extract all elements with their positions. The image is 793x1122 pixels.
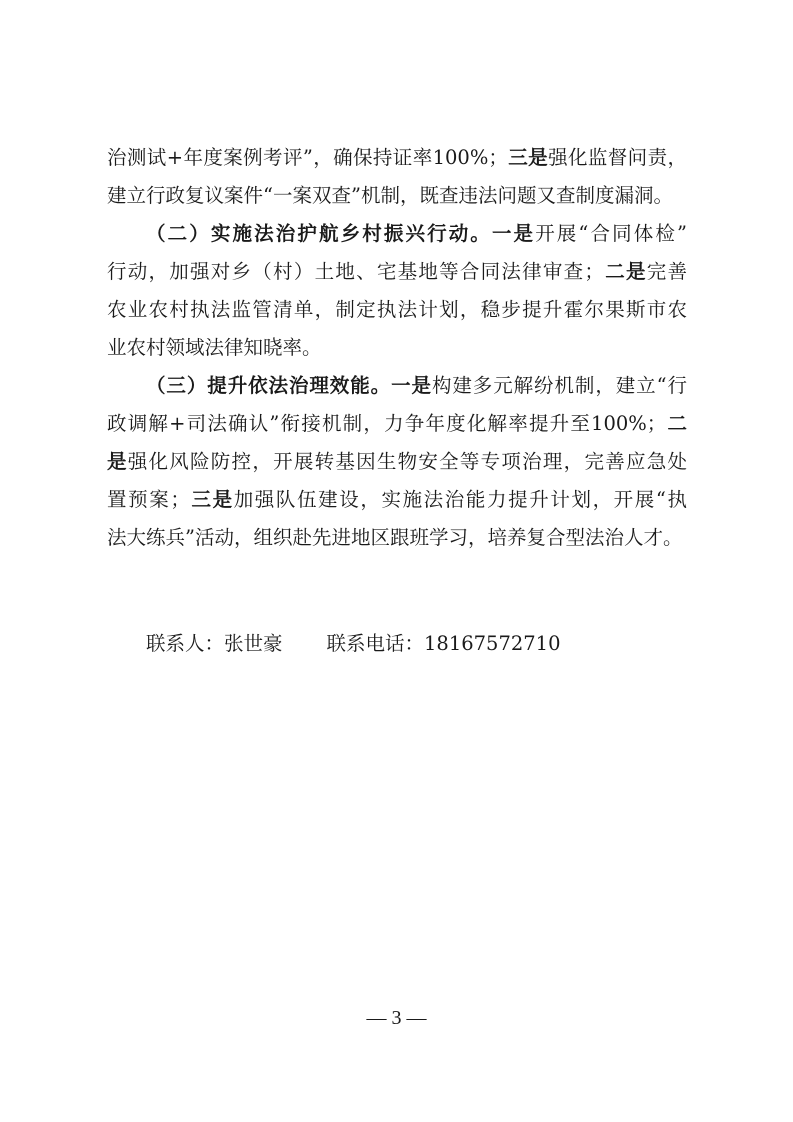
text-run: 法大练兵”活动，组织赴先进地区跟班学习，培养复合型法治人才。 [107, 526, 683, 549]
bold-marker: 一是 [491, 222, 536, 245]
section-heading: （二）实施法治护航乡村振兴行动。 [146, 222, 492, 245]
paragraph-3-line-3 [107, 446, 687, 478]
text-run: 农业农村执法监管清单，制定执法计划，稳步提升霍尔果斯市农 [107, 298, 687, 321]
paragraph-2-line-2 [107, 256, 687, 288]
paragraph-1-line-2 [107, 180, 687, 212]
paragraph-3-line-5 [107, 522, 687, 554]
text-run: 完善 [646, 260, 687, 283]
paragraph-3-line-2 [107, 408, 687, 440]
paragraph-2-line-3 [107, 294, 687, 326]
paragraph-3-line-4 [107, 484, 687, 516]
text-run: 开展“合同体检” [535, 222, 687, 245]
paragraph-3-line-1 [146, 370, 687, 402]
bold-marker: 一是 [391, 374, 432, 397]
contact-line [146, 628, 561, 660]
text-run: 建立行政复议案件“一案双查”机制，既查违法问题又查制度漏洞。 [107, 184, 673, 207]
bold-marker: 是 [107, 450, 128, 473]
page-number: — 3 — [366, 1007, 427, 1029]
paragraph-1-line-1 [107, 142, 687, 174]
contact-phone: 联系电话：18167572710 [326, 632, 561, 655]
text-run: 强化监督问责， [548, 146, 687, 169]
bold-marker: 二是 [603, 260, 647, 283]
text-run: 强化风险防控，开展转基因生物安全等专项治理，完善应急处 [127, 450, 687, 473]
text-run: 加强队伍建设，实施法治能力提升计划，开展“执 [233, 488, 687, 511]
bold-marker: 三是 [507, 146, 549, 169]
text-run: 业农村领域法律知晓率。 [107, 336, 322, 359]
text-run: 构建多元解纷机制，建立“行 [431, 374, 687, 397]
bold-marker: 三是 [189, 488, 234, 511]
text-run: 行动，加强对乡（村）土地、宅基地等合同法律审查； [107, 260, 604, 283]
paragraph-2-line-4 [107, 332, 687, 364]
paragraph-2-line-1 [146, 218, 687, 250]
text-run: 治测试+年度案例考评”，确保持证率100%； [107, 146, 508, 169]
bold-marker: 二 [666, 412, 687, 435]
text-run: 置预案； [107, 488, 190, 511]
section-heading: （三）提升依法治理效能。 [146, 374, 392, 397]
contact-person: 联系人：张世豪 [146, 632, 283, 655]
text-run: 政调解+司法确认”衔接机制，力争年度化解率提升至100%； [107, 412, 667, 435]
